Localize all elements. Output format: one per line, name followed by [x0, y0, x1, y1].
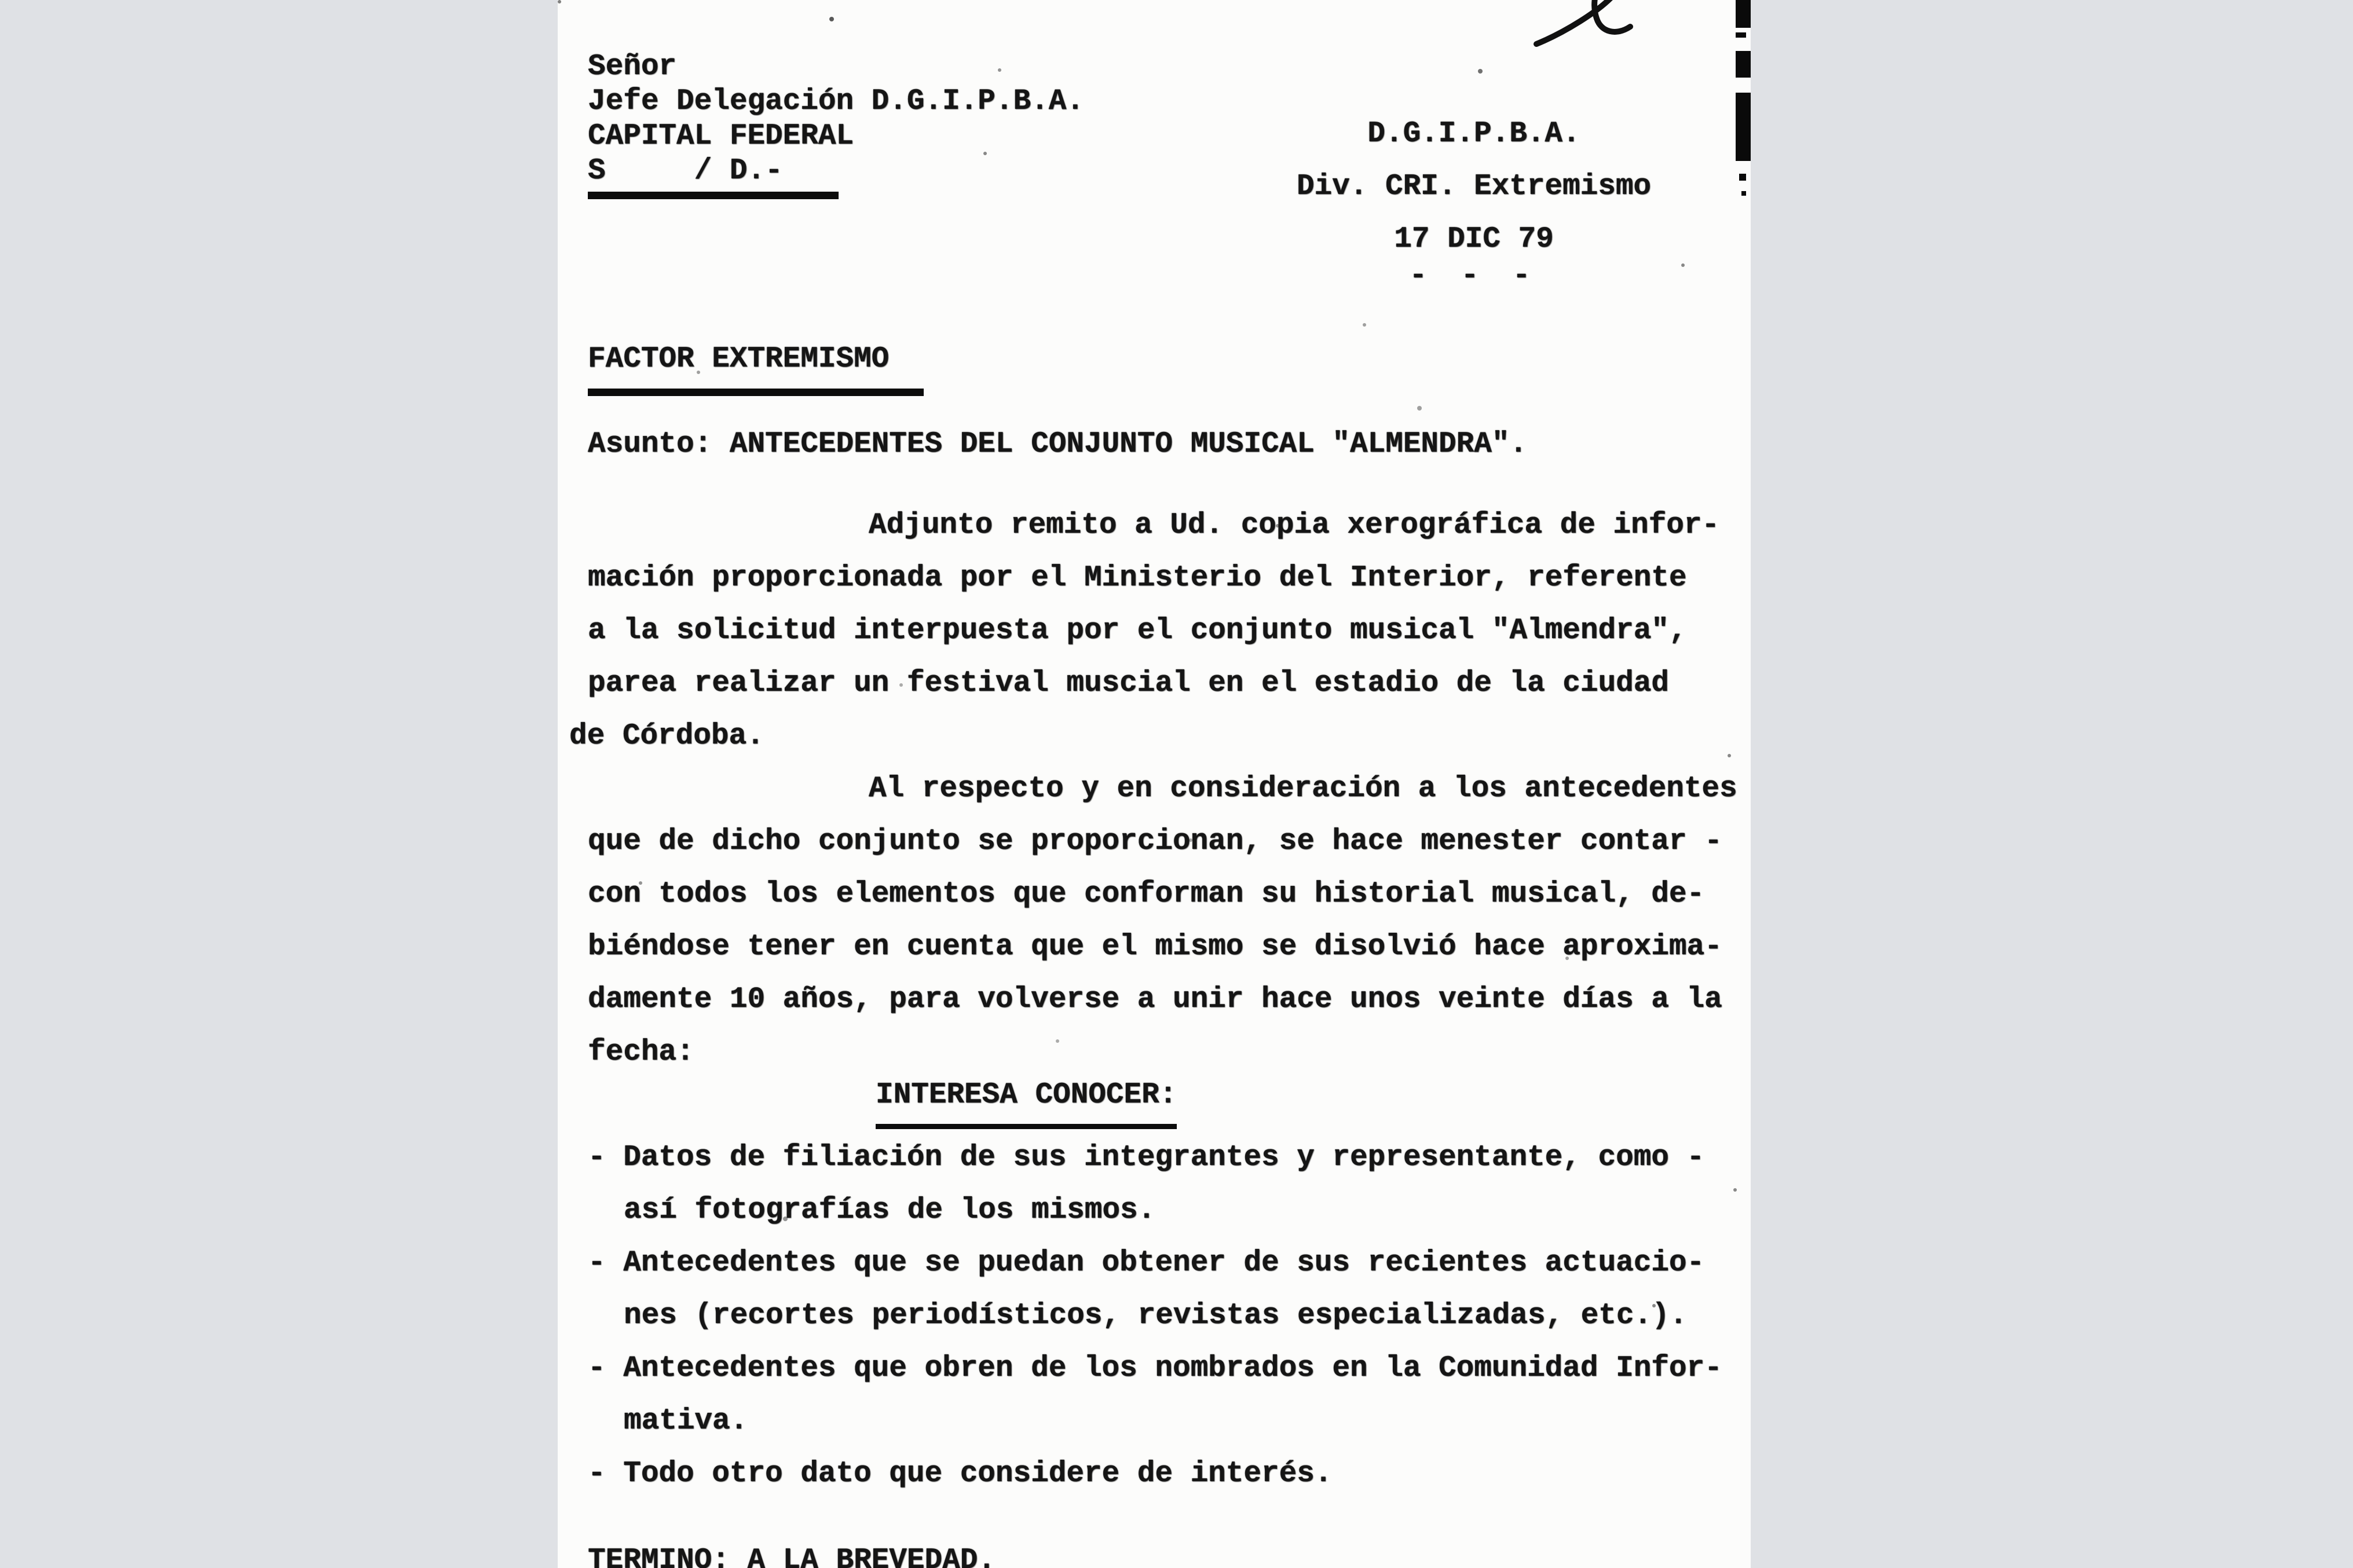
list-item-continuation: así fotografías de los mismos.: [624, 1194, 1156, 1227]
letterhead-organization: D.G.I.P.B.A.: [1367, 118, 1580, 151]
binding-mark: [1736, 51, 1751, 78]
body-line: fecha:: [588, 1036, 694, 1069]
termino-value: A LA BREVEDAD.: [729, 1544, 996, 1568]
body-line: Al respecto y en consideración a los antecedentes: [869, 772, 1737, 805]
termino-line: [588, 1534, 996, 1568]
body-line: de Córdoba.: [569, 720, 764, 753]
binding-mark: [1741, 191, 1746, 196]
binding-mark: [1736, 93, 1751, 161]
recipient-title: Señor: [588, 50, 677, 83]
list-item: - Antecedentes que obren de los nombrados en la Comunidad Infor-: [588, 1352, 1722, 1385]
list-item: - Todo otro dato que considere de interés.: [588, 1457, 1333, 1490]
interest-heading: INTERESA CONOCER:: [876, 1069, 1177, 1129]
letterhead-separator: - - -: [1409, 259, 1539, 292]
paragraph-2: [588, 763, 1737, 1079]
handwritten-d-mark: [1526, 0, 1653, 51]
list-item: - Antecedentes que se puedan obtener de sus recientes actuacio-: [588, 1247, 1705, 1280]
list-item-continuation: nes (recortes periodísticos, revistas especializadas, etc.).: [624, 1299, 1688, 1332]
classification-heading: FACTOR EXTREMISMO: [588, 333, 924, 396]
recipient-city: CAPITAL FEDERAL: [588, 120, 854, 153]
list-item-continuation: mativa.: [624, 1405, 748, 1438]
paragraph-1: [569, 499, 1720, 763]
body-line: parea realizar un festival muscial en el estadio de la ciudad: [588, 667, 1669, 700]
letterhead-block: [1283, 108, 1665, 302]
salutation-line: S / D.-: [588, 154, 839, 199]
interest-heading-wrap: [876, 1069, 1177, 1129]
scan-noise: [558, 0, 561, 3]
body-line: biéndose tener en cuenta que el mismo se disolvió hace aproxima-: [588, 930, 1722, 963]
binding-mark: [1736, 0, 1751, 28]
body-line: que de dicho conjunto se proporcionan, se hace menester contar -: [588, 825, 1722, 858]
document-page: [558, 0, 1751, 1568]
letterhead-date: 17 DIC 79: [1394, 223, 1554, 256]
recipient-name: Jefe Delegación D.G.I.P.B.A.: [588, 85, 1084, 118]
binding-mark: [1739, 174, 1746, 181]
classification-heading-wrap: [588, 333, 924, 396]
letterhead-division: Div. CRI. Extremismo: [1296, 170, 1652, 203]
list-item: - Datos de filiación de sus integrantes y representante, como -: [588, 1141, 1705, 1174]
binding-mark: [1736, 32, 1746, 38]
subject-line: Asunto: ANTECEDENTES DEL CONJUNTO MUSICAL "ALMENDRA".: [588, 428, 1528, 461]
body-line: con todos los elementos que conforman su historial musical, de-: [588, 878, 1705, 911]
body-line: a la solicitud interpuesta por el conjunto musical "Almendra",: [588, 614, 1687, 647]
body-line: Adjunto remito a Ud. copia xerográfica de infor-: [869, 509, 1720, 542]
body-line: damente 10 años, para volverse a unir hace unos veinte días a la: [588, 983, 1722, 1016]
recipient-block: [588, 50, 1084, 199]
termino-label: TERMINO:: [588, 1534, 730, 1568]
request-list: [588, 1131, 1722, 1500]
body-line: mación proporcionada por el Ministerio del Interior, referente: [588, 562, 1687, 595]
